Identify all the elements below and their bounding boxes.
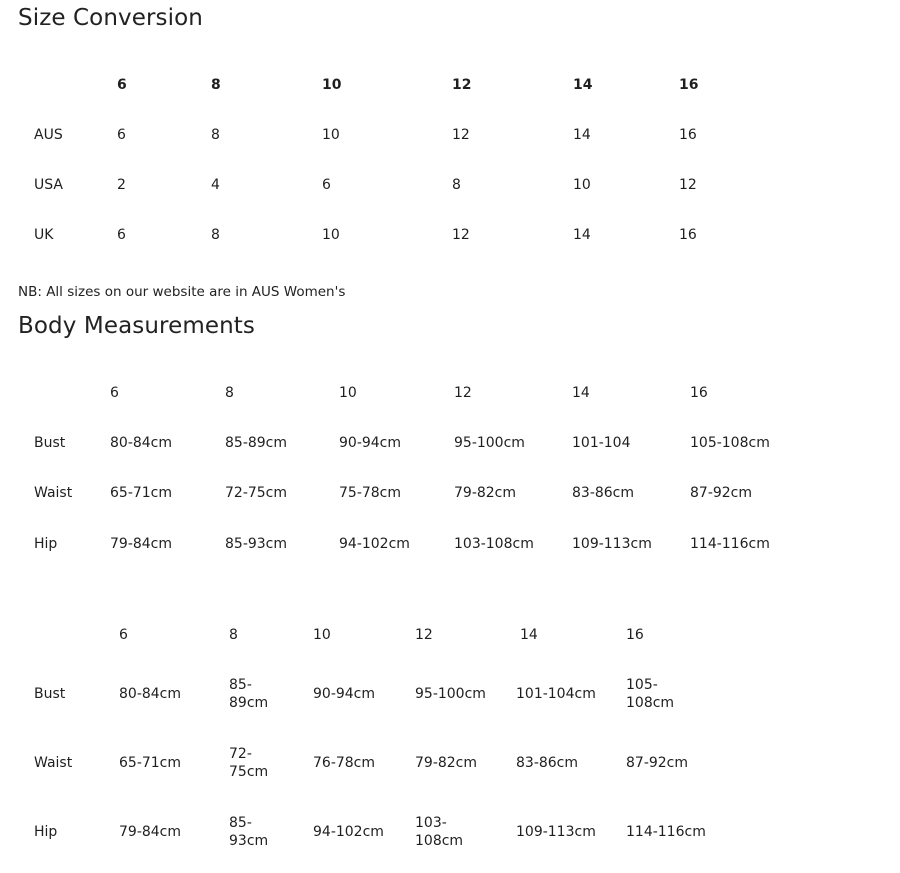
row-label: Bust: [34, 686, 66, 702]
table-header-cell: 10: [339, 385, 357, 401]
table-cell: 65-71cm: [110, 485, 173, 501]
table-cell: 87-92cm: [690, 485, 753, 501]
table-header-cell: 6: [117, 77, 127, 93]
table-cell: 14: [573, 227, 591, 243]
table-header-cell: 8: [225, 385, 234, 401]
table-cell: 87-92cm: [626, 755, 689, 771]
table-header-cell: 8: [229, 627, 238, 643]
table-cell: 79-84cm: [110, 536, 173, 552]
table-cell: 85-93cm: [229, 815, 269, 849]
table-header-cell: 16: [690, 385, 708, 401]
body-measurements-title: Body Measurements: [18, 313, 255, 339]
table-header-cell: 10: [313, 627, 331, 643]
table-cell: 114-116cm: [626, 824, 706, 840]
table-cell: 95-100cm: [415, 686, 486, 702]
table-cell: 16: [679, 227, 697, 243]
table-cell: 10: [322, 227, 340, 243]
table-cell: 80-84cm: [119, 686, 182, 702]
table-cell: 6: [117, 127, 126, 143]
table-cell: 114-116cm: [690, 536, 770, 552]
table-cell: 12: [679, 177, 697, 193]
table-cell: 79-82cm: [415, 755, 478, 771]
table-cell: 83-86cm: [516, 755, 579, 771]
table-cell: 94-102cm: [339, 536, 410, 552]
table-header-cell: 12: [415, 627, 433, 643]
table-header-cell: 6: [110, 385, 119, 401]
table-cell: 95-100cm: [454, 435, 525, 451]
table-header-cell: 14: [573, 77, 593, 93]
table-header-cell: 12: [454, 385, 472, 401]
sizes-note: NB: All sizes on our website are in AUS Women's: [18, 284, 346, 300]
table-cell: 90-94cm: [339, 435, 402, 451]
row-label: Waist: [34, 755, 73, 771]
row-label: UK: [34, 227, 54, 243]
table-cell: 85-89cm: [225, 435, 288, 451]
table-cell: 101-104cm: [516, 686, 596, 702]
row-label: AUS: [34, 127, 63, 143]
row-label: Bust: [34, 435, 66, 451]
table-cell: 79-82cm: [454, 485, 517, 501]
table-cell: 103-108cm: [454, 536, 534, 552]
table-cell: 2: [117, 177, 126, 193]
table-cell: 8: [211, 227, 220, 243]
table-header-cell: 14: [572, 385, 590, 401]
table-cell: 85-93cm: [225, 536, 288, 552]
table-cell: 14: [573, 127, 591, 143]
table-cell: 103-108cm: [415, 815, 464, 849]
table-cell: 72-75cm: [229, 746, 269, 780]
table-cell: 83-86cm: [572, 485, 635, 501]
table-cell: 76-78cm: [313, 755, 376, 771]
table-header-cell: 14: [520, 627, 538, 643]
table-cell: 101-104: [572, 435, 631, 451]
table-header-cell: 8: [211, 77, 221, 93]
table-cell: 90-94cm: [313, 686, 376, 702]
table-cell: 6: [117, 227, 126, 243]
table-cell: 80-84cm: [110, 435, 173, 451]
table-header-cell: 16: [679, 77, 699, 93]
table-cell: 16: [679, 127, 697, 143]
table-cell: 10: [322, 127, 340, 143]
table-header-cell: 10: [322, 77, 342, 93]
size-conversion-title: Size Conversion: [18, 5, 203, 31]
table-cell: 6: [322, 177, 331, 193]
table-cell: 75-78cm: [339, 485, 402, 501]
table-cell: 79-84cm: [119, 824, 182, 840]
row-label: Waist: [34, 485, 73, 501]
table-cell: 105-108cm: [626, 677, 675, 711]
table-cell: 109-113cm: [572, 536, 652, 552]
table-header-cell: 6: [119, 627, 128, 643]
table-cell: 8: [211, 127, 220, 143]
table-header-cell: 16: [626, 627, 644, 643]
table-cell: 65-71cm: [119, 755, 182, 771]
table-cell: 12: [452, 227, 470, 243]
table-cell: 72-75cm: [225, 485, 288, 501]
row-label: Hip: [34, 536, 58, 552]
row-label: USA: [34, 177, 63, 193]
table-cell: 94-102cm: [313, 824, 384, 840]
table-cell: 85-89cm: [229, 677, 269, 711]
table-cell: 105-108cm: [690, 435, 770, 451]
table-cell: 10: [573, 177, 591, 193]
table-header-cell: 12: [452, 77, 472, 93]
row-label: Hip: [34, 824, 58, 840]
table-cell: 12: [452, 127, 470, 143]
table-cell: 8: [452, 177, 461, 193]
table-cell: 4: [211, 177, 220, 193]
table-cell: 109-113cm: [516, 824, 596, 840]
